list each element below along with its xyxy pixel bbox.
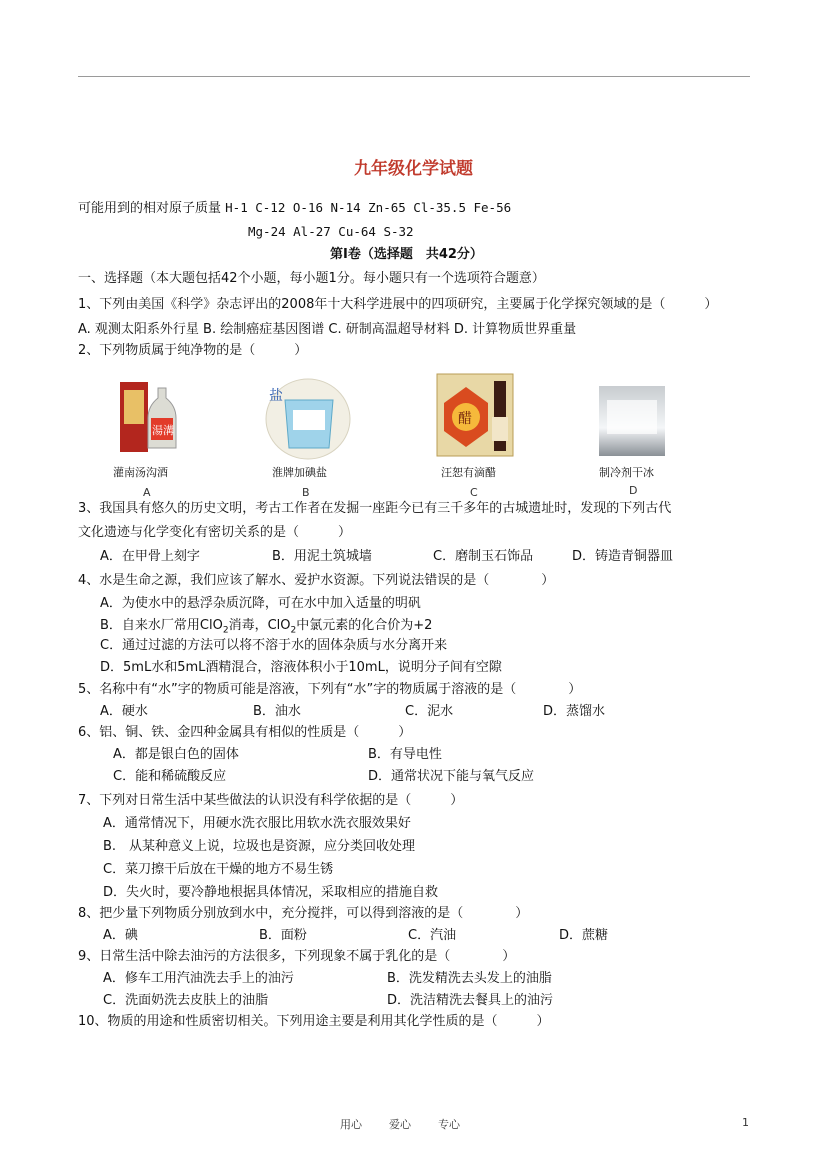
question-8-option-c: C．汽油 <box>408 928 457 943</box>
footer-motto-3: 专心 <box>438 1118 460 1131</box>
question-3-option-c: C．磨制玉石饰品 <box>433 549 534 564</box>
question-9-option-d: D．洗洁精洗去餐具上的油污 <box>387 993 554 1008</box>
atomic-mass-label: 可能用到的相对原子质量 <box>78 201 222 216</box>
salt-bag-icon <box>265 378 351 460</box>
question-9-option-a: A．修车工用汽油洗去手上的油污 <box>103 971 294 986</box>
question-6-option-b: B．有导电性 <box>368 747 442 762</box>
question-6-option-a: A．都是银白色的固体 <box>113 747 239 762</box>
question-5-option-d: D．蒸馏水 <box>543 704 606 719</box>
question-4-option-c: C．通过过滤的方法可以将不溶于水的固体杂质与水分离开来 <box>100 638 448 653</box>
image-a-letter: A <box>143 486 151 499</box>
question-8-stem: 8、把少量下列物质分别放到水中，充分搅拌，可以得到溶液的是（ ） <box>78 906 529 921</box>
question-6-option-d: D．通常状况下能与氧气反应 <box>368 769 535 784</box>
question-1-options: A. 观测太阳系外行星 B. 绘制癌症基因图谱 C. 研制高温超导材料 D. 计算物质世界重量 <box>78 322 577 337</box>
q4-b-text-3: 中氯元素的化合价为+2 <box>296 618 433 633</box>
footer-motto-2: 爱心 <box>389 1118 411 1131</box>
question-5-option-a: A．硬水 <box>100 704 148 719</box>
question-3-option-d: D．铸造青铜器皿 <box>572 549 674 564</box>
question-8-option-a: A．碘 <box>103 928 138 943</box>
vinegar-box-icon <box>436 373 514 457</box>
page-number: 1 <box>742 1116 749 1129</box>
question-8-option-b: B．面粉 <box>259 928 307 943</box>
question-7-option-d: D．失火时，要冷静地根据具体情况，采取相应的措施自救 <box>103 885 439 900</box>
question-3-stem-2: 文化遗迹与化学变化有密切关系的是（ ） <box>78 525 352 540</box>
question-5-stem: 5、名称中有“水”字的物质可能是溶液，下列有“水”字的物质属于溶液的是（ ） <box>78 682 582 697</box>
question-6-option-c: C．能和稀硫酸反应 <box>113 769 227 784</box>
image-d-caption: 制冷剂干冰 <box>599 466 654 479</box>
image-a-caption: 灌南汤沟酒 <box>113 466 168 479</box>
question-5-option-b: B．油水 <box>253 704 301 719</box>
question-9-stem: 9、日常生活中除去油污的方法很多，下列现象不属于乳化的是（ ） <box>78 949 516 964</box>
footer-motto-1: 用心 <box>340 1118 362 1131</box>
question-3-stem-1: 3、我国具有悠久的历史文明，考古工作者在发掘一座距今已有三千多年的古城遗址时，发现的下列古代 <box>78 501 672 516</box>
page-title: 九年级化学试题 <box>354 159 473 179</box>
part-intro: 一、选择题（本大题包括42个小题，每小题1分。每小题只有一个选项符合题意） <box>78 271 545 286</box>
image-c-letter: C <box>470 486 478 499</box>
dry-ice-icon <box>599 386 665 456</box>
question-1-stem: 1、下列由美国《科学》杂志评出的2008年十大科学进展中的四项研究，主要属于化学探究领域的是（ ） <box>78 297 718 312</box>
question-7-option-c: C．菜刀擦干后放在干燥的地方不易生锈 <box>103 862 334 877</box>
q4-b-sub-2: 2 <box>290 625 297 636</box>
liquor-bottle-icon <box>118 380 184 454</box>
atomic-mass-line-1 <box>78 199 511 218</box>
question-7-option-a: A．通常情况下，用硬水洗衣服比用软水洗衣服效果好 <box>103 816 411 831</box>
salt-label-text: 盐 <box>269 388 283 404</box>
liquor-label-text: 湯溝 <box>152 424 174 437</box>
question-5-option-c: C．泥水 <box>405 704 454 719</box>
question-7-option-b: B. 从某种意义上说，垃圾也是资源，应分类回收处理 <box>103 839 416 854</box>
image-b-letter: B <box>302 486 310 499</box>
section-title: 第Ⅰ卷（选择题 共42分） <box>330 247 483 262</box>
question-9-option-b: B．洗发精洗去头发上的油脂 <box>387 971 552 986</box>
q4-b-sub-1: 2 <box>222 625 229 636</box>
question-9-option-c: C．洗面奶洗去皮肤上的油脂 <box>103 993 269 1008</box>
vinegar-label-text: 醋 <box>458 411 472 427</box>
question-4-stem: 4、水是生命之源，我们应该了解水、爱护水资源。下列说法错误的是（ ） <box>78 573 555 588</box>
q4-b-text-2: 消毒，ClO <box>228 618 291 633</box>
atomic-mass-values-1: H-1 C-12 O-16 N-14 Zn-65 Cl-35.5 Fe-56 <box>225 200 512 215</box>
question-3-option-a: A．在甲骨上刻字 <box>100 549 200 564</box>
image-b-caption: 淮牌加碘盐 <box>272 466 327 479</box>
question-8-option-d: D．蔗糖 <box>559 928 609 943</box>
question-4-option-d: D．5mL水和5mL酒精混合，溶液体积小于10mL，说明分子间有空隙 <box>100 660 502 675</box>
header-rule <box>78 76 750 77</box>
q4-b-text-1: B．自来水厂常用ClO <box>100 618 223 633</box>
question-4-option-a: A．为使水中的悬浮杂质沉降，可在水中加入适量的明矾 <box>100 596 421 611</box>
question-2-stem: 2、下列物质属于纯净物的是（ ） <box>78 343 308 358</box>
question-10-stem: 10、物质的用途和性质密切相关。下列用途主要是利用其化学性质的是（ ） <box>78 1014 550 1029</box>
question-3-option-b: B．用泥土筑城墙 <box>272 549 372 564</box>
image-c-caption: 汪恕有滴醋 <box>441 466 496 479</box>
image-d-letter: D <box>629 484 638 497</box>
question-7-stem: 7、下列对日常生活中某些做法的认识没有科学依据的是（ ） <box>78 793 464 808</box>
question-6-stem: 6、铝、铜、铁、金四种金属具有相似的性质是（ ） <box>78 725 412 740</box>
atomic-mass-values-2: Mg-24 Al-27 Cu-64 S-32 <box>248 224 414 239</box>
